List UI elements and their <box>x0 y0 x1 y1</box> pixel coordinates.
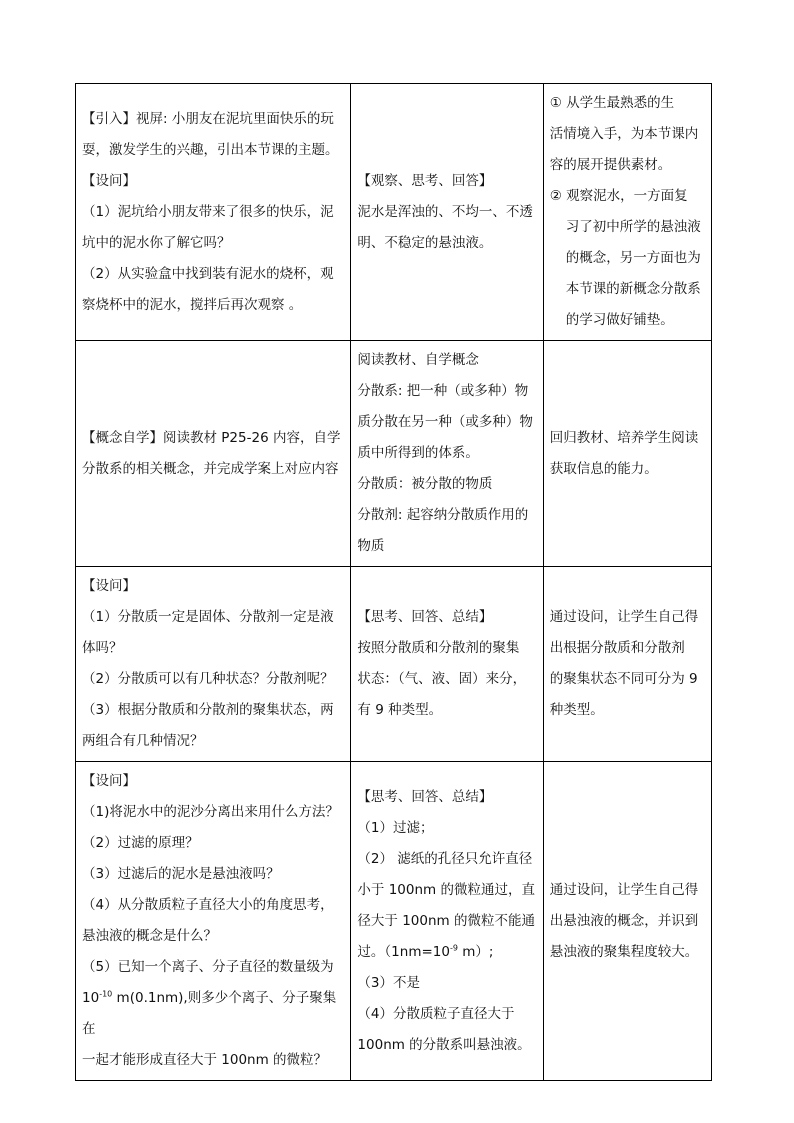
text-line: 物质 <box>357 538 385 554</box>
student-activity-cell <box>351 84 543 341</box>
design-intent-cell <box>543 567 711 762</box>
text-line: 【概念自学】阅读教材 P25-26 内容，自学 <box>82 429 341 446</box>
text-line: （1)将泥水中的泥沙分离出来用什么方法？ <box>82 804 339 820</box>
text-line: （2）从实验盒中找到装有泥水的烧杯，观 <box>82 265 334 282</box>
text-line: 两组合有几种情况？ <box>82 733 204 749</box>
table-row <box>76 762 712 1081</box>
text-line: （5）已知一个离子、分子直径的数量级为 <box>82 959 334 975</box>
text-line: （3）根据分散质和分散剂的聚集状态，两 <box>82 702 334 718</box>
text-line: ② 观察泥水，一方面复 <box>549 188 688 204</box>
student-activity-cell <box>351 341 543 567</box>
text-fragment: 过。（1nm=10 <box>357 943 450 960</box>
text-line: 的概念，另一方面也为 <box>565 250 701 266</box>
text-line: 【引入】视屏: 小朋友在泥坑里面快乐的玩 <box>82 110 334 127</box>
power-exponent: -9 <box>449 943 458 952</box>
text-line: 悬浊液的聚集程度较大。 <box>549 943 699 960</box>
text-line: 【设问】 <box>82 172 136 189</box>
table-row <box>76 84 712 341</box>
text-line: 状态：（气、液、固）来分， <box>357 671 527 687</box>
text-line: 【思考、回答、总结】 <box>357 788 493 805</box>
text-line <box>357 937 536 968</box>
text-line: （1）过滤； <box>357 819 434 836</box>
text-line: 有 9 种类型。 <box>357 702 443 718</box>
text-line: （4）从分散质粒子直径大小的角度思考， <box>82 897 334 913</box>
design-intent-cell <box>543 84 711 341</box>
text-line: （2）过滤的原理？ <box>82 835 199 851</box>
text-fragment: m）; <box>457 943 494 960</box>
power-exponent: -10 <box>99 989 113 999</box>
text-line: 分散系: 把一种（或多种）物 <box>357 383 529 399</box>
student-activity-cell <box>351 762 543 1081</box>
text-line: （2） 滤纸的孔径只允许直径 <box>357 850 533 867</box>
text-line: 体吗？ <box>82 640 123 656</box>
text-line: 分散系的相关概念，并完成学案上对应内容 <box>82 460 339 477</box>
teacher-activity-cell <box>76 84 351 341</box>
text-line: 出根据分散质和分散剂 <box>549 640 685 656</box>
text-line: （1）泥坑给小朋友带来了很多的快乐，泥 <box>82 203 334 220</box>
text-line: 质中所得到的体系。 <box>357 445 479 461</box>
power-base: 10 <box>82 990 100 1006</box>
table-row <box>76 341 712 567</box>
text-line: 泥水是浑浊的、不均一、不透 <box>357 203 533 220</box>
text-line: 通过设问，让学生自己得 <box>549 609 699 625</box>
text-line: 察烧杯中的泥水，搅拌后再次观察 。 <box>82 296 303 313</box>
text-line: （4）分散质粒子直径大于 <box>357 1005 515 1022</box>
student-activity-cell <box>351 567 543 762</box>
text-line: 容的展开提供素材。 <box>549 157 672 173</box>
text-line: 活情境入手，为本节课内 <box>549 126 699 142</box>
teacher-activity-cell <box>76 567 351 762</box>
text-line: 【设问】 <box>82 578 136 594</box>
text-line: 回归教材、培养学生阅读 <box>549 429 699 446</box>
text-line: （3）过滤后的泥水是悬浊液吗？ <box>82 866 280 882</box>
text-line: 种类型。 <box>549 702 604 718</box>
text-line: ① 从学生最熟悉的生 <box>549 95 675 111</box>
text-line: 坑中的泥水你了解它吗？ <box>82 234 231 251</box>
text-line <box>82 983 344 1045</box>
table-row <box>76 567 712 762</box>
text-line: （1）分散质一定是固体、分散剂一定是液 <box>82 609 334 625</box>
text-line: （2）分散质可以有几种状态？分散剂呢？ <box>82 671 334 687</box>
text-line: 习了初中所学的悬浊液 <box>565 219 701 235</box>
text-line: 本节课的新概念分散系 <box>565 281 701 297</box>
text-line: 阅读教材、自学概念 <box>357 352 479 368</box>
text-line: 按照分散质和分散剂的聚集 <box>357 640 520 656</box>
text-line: 【思考、回答、总结】 <box>357 609 493 625</box>
text-line: 【设问】 <box>82 773 136 789</box>
teacher-activity-cell <box>76 341 351 567</box>
text-line: （3）不是 <box>357 974 421 991</box>
text-line: 出悬浊液的概念，并识到 <box>549 912 699 929</box>
lesson-plan-table <box>75 83 712 1081</box>
text-line: 明、不稳定的悬浊液。 <box>357 234 493 251</box>
text-line: 一起才能形成直径大于 100nm 的微粒？ <box>82 1052 328 1068</box>
text-line: 的聚集状态不同可分为 9 <box>549 671 698 687</box>
text-line: 小于 100nm 的微粒通过，直 <box>357 881 535 898</box>
text-line: 通过设问，让学生自己得 <box>549 881 699 898</box>
teacher-activity-cell <box>76 762 351 1081</box>
text-line: 100nm 的分散系叫悬浊液。 <box>357 1036 531 1053</box>
text-line: 质分散在另一种（或多种）物 <box>357 414 533 430</box>
text-line: 径大于 100nm 的微粒不能通 <box>357 912 535 929</box>
text-line: 【观察、思考、回答】 <box>357 172 493 189</box>
text-line: 的学习做好铺垫。 <box>565 312 674 328</box>
design-intent-cell <box>543 341 711 567</box>
text-line: 悬浊液的概念是什么？ <box>82 928 217 944</box>
design-intent-cell <box>543 762 711 1081</box>
text-line: 分散质：被分散的物质 <box>357 476 493 492</box>
text-fragment: m(0.1nm),则多少个离子、分子聚集在 <box>82 990 337 1037</box>
text-line: 耍，激发学生的兴趣，引出本节课的主题。 <box>82 141 339 158</box>
text-line: 获取信息的能力。 <box>549 460 658 477</box>
text-line: 分散剂: 起容纳分散质作用的 <box>357 507 529 523</box>
